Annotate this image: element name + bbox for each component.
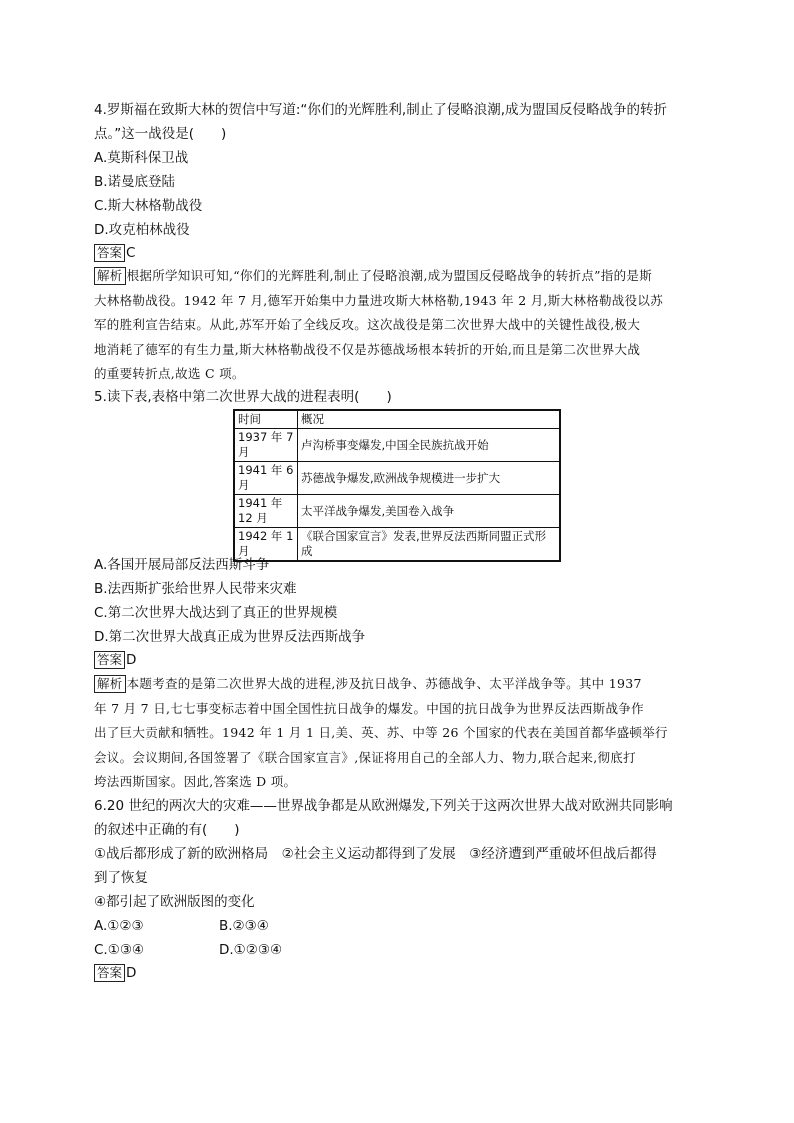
q6-answer — [94, 962, 136, 984]
answer-tag: 答案 — [94, 651, 125, 669]
q5-option-c: C.第二次世界大战达到了真正的世界规模 — [94, 605, 338, 621]
answer-tag: 答案 — [94, 244, 125, 262]
table-cell-time: 1941 年 6 月 — [234, 462, 298, 495]
q6-answer-value: D — [126, 965, 137, 981]
q6-option-d: D.①②③④ — [219, 942, 283, 958]
q6-statement-line: ④都引起了欧洲版图的变化 — [94, 894, 255, 910]
q4-analysis-line: 军的胜利宣告结束。从此,苏军开始了全线反攻。这次战役是第二次世界大战中的关键性战役,极大 — [94, 317, 641, 332]
q4-answer-value: C — [126, 245, 136, 261]
q4-analysis — [94, 264, 708, 387]
q5-analysis-line: 年 7 月 7 日,七七事变标志着中国全国性抗日战争的爆发。中国的抗日战争为世界反法西斯战争作 — [94, 700, 644, 716]
q6-stem-line1: 6.20 世纪的两次大的灾难——世界战争都是从欧洲爆发,下列关于这两次世界大战对欧洲共同影响 — [94, 798, 673, 814]
answer-tag: 答案 — [94, 964, 125, 982]
table-header-time: 时间 — [234, 410, 298, 429]
analysis-tag: 解析 — [94, 675, 126, 693]
q4-option-d: D.攻克柏林战役 — [94, 222, 190, 238]
analysis-tag: 解析 — [94, 267, 126, 285]
q4-stem — [94, 98, 710, 146]
table-cell-summary: 太平洋战争爆发,美国卷入战争 — [298, 495, 561, 528]
table-row — [234, 495, 560, 528]
table-row — [234, 462, 560, 495]
q4-option-b: B.诺曼底登陆 — [94, 174, 176, 190]
table-cell-summary: 卢沟桥事变爆发,中国全民族抗战开始 — [298, 429, 561, 462]
table-row — [234, 429, 560, 462]
q4-analysis-line: 地消耗了德军的有生力量,斯大林格勒战役不仅是苏德战场根本转折的开始,而且是第二次世界大战 — [94, 341, 641, 357]
table-cell-time: 1937 年 7 月 — [234, 429, 298, 462]
q5-answer — [94, 649, 136, 671]
table-header-summary: 概况 — [298, 410, 561, 429]
q6-statement-line: 到了恢复 — [94, 870, 148, 886]
table-header-row — [234, 410, 560, 429]
q5-analysis-line: 会议。会议期间,各国签署了《联合国家宣言》,保证将用自己的全部人力、物力,联合起来,彻底打 — [94, 749, 636, 765]
q5-analysis-line: 本题考查的是第二次世界大战的进程,涉及抗日战争、苏德战争、太平洋战争等。其中 1937 — [126, 676, 642, 691]
q4-option-c: C.斯大林格勒战役 — [94, 198, 203, 214]
q5-option-b: B.法西斯扩张给世界人民带来灾难 — [94, 581, 297, 597]
q4-answer — [94, 242, 135, 264]
q4-stem-line2: 点。”这一战役是( ) — [94, 126, 227, 142]
q4-analysis-line: 根据所学知识可知,“你们的光辉胜利,制止了侵略浪潮,成为盟国反侵略战争的转折点”指的是斯 — [126, 268, 653, 283]
q4-analysis-line: 的重要转折点,故选 C 项。 — [94, 366, 245, 381]
q5-analysis — [94, 672, 708, 795]
q6-stem — [94, 794, 710, 842]
q5-analysis-line: 出了巨大贡献和牺牲。1942 年 1 月 1 日,美、英、苏、中等 26 个国家的代表在美国首都华盛顿举行 — [94, 725, 668, 740]
q4-analysis-line: 大林格勒战役。1942 年 7 月,德军开始集中力量进攻斯大林格勒,1943 年 2 月,斯大林格勒战役以苏 — [94, 292, 663, 308]
table-row — [234, 528, 560, 562]
q6-statements — [94, 842, 710, 914]
q6-statement-line: ①战后都形成了新的欧洲格局 ②社会主义运动都得到了发展 ③经济遭到严重破坏但战后都得 — [94, 846, 657, 862]
q5-option-d: D.第二次世界大战真正成为世界反法西斯战争 — [94, 629, 366, 645]
q5-option-a: A.各国开展局部反法西斯斗争 — [94, 557, 270, 573]
table-cell-time: 1941 年 12 月 — [234, 495, 298, 528]
q5-table — [233, 409, 561, 562]
q4-stem-line1: 4.罗斯福在致斯大林的贺信中写道:“你们的光辉胜利,制止了侵略浪潮,成为盟国反侵略战争的转折 — [94, 102, 668, 118]
q5-answer-value: D — [126, 652, 137, 668]
q6-option-a: A.①②③ — [94, 918, 144, 934]
q6-option-c: C.①③④ — [94, 942, 145, 958]
q6-option-b: B.②③④ — [219, 918, 269, 934]
table-cell-summary: 苏德战争爆发,欧洲战争规模进一步扩大 — [298, 462, 561, 495]
q5-analysis-line: 垮法西斯国家。因此,答案选 D 项。 — [94, 774, 297, 789]
q5-stem: 5.读下表,表格中第二次世界大战的进程表明( ) — [94, 389, 392, 405]
q4-option-a: A.莫斯科保卫战 — [94, 150, 189, 166]
table-cell-summary: 《联合国家宣言》发表,世界反法西斯同盟正式形成 — [298, 528, 561, 562]
table-cell-time: 1942 年 1 月 — [234, 528, 298, 562]
q6-stem-line2: 的叙述中正确的有( ) — [94, 822, 240, 838]
